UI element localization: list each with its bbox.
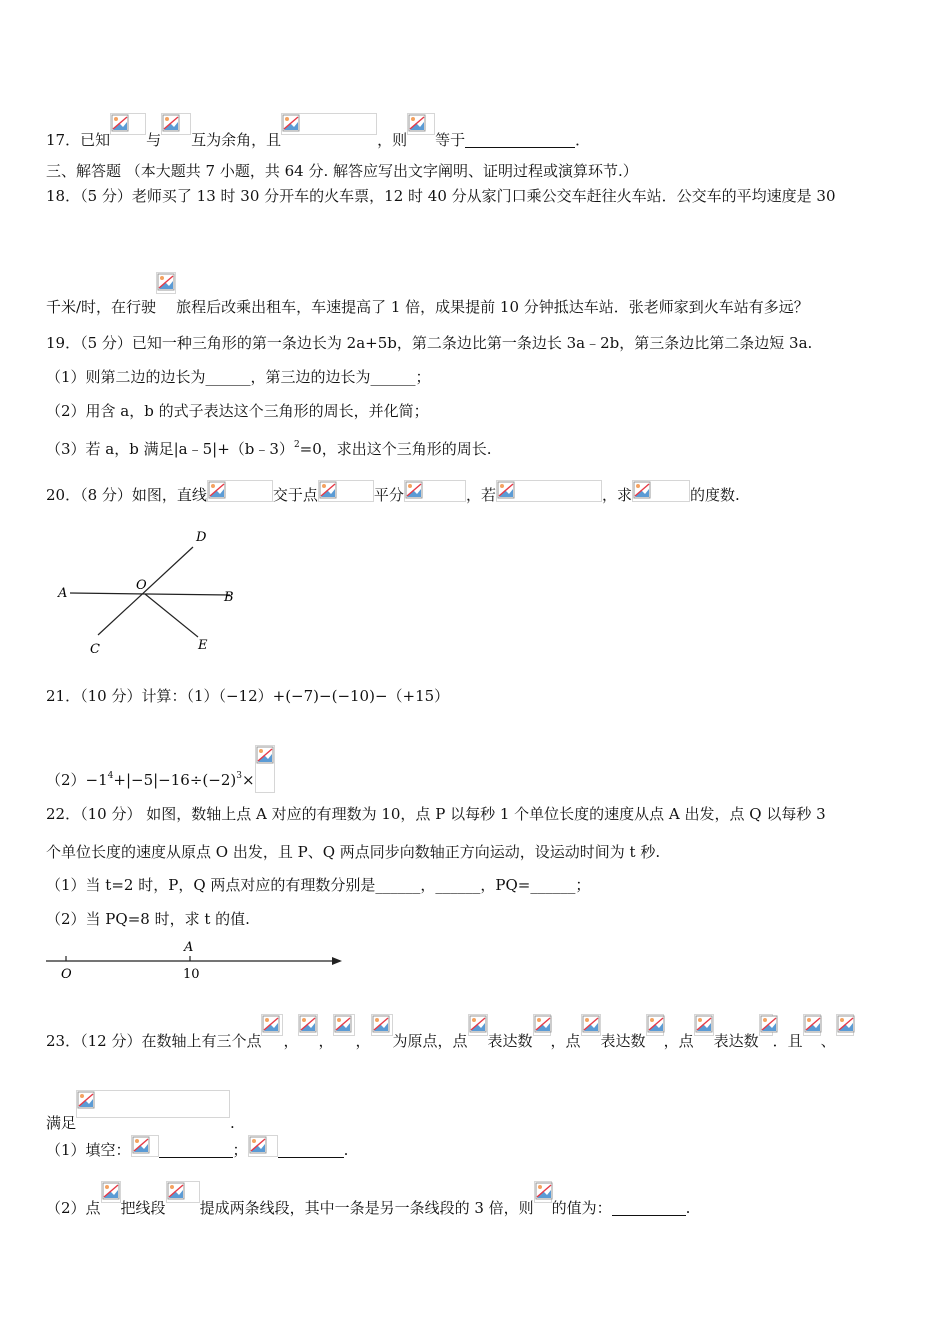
broken-image-icon (404, 480, 466, 502)
q19-part-3-a: （3）若 a，b 满足|a﹣5|+（b﹣3） (46, 440, 294, 458)
picture-glyph-icon (102, 1182, 120, 1200)
comma: ， (283, 1032, 299, 1050)
picture-glyph-icon (647, 1015, 665, 1033)
q23-text-8: 、 (820, 1032, 836, 1050)
answer-blank (159, 1141, 233, 1158)
q17-line (46, 113, 590, 151)
q17-text-5: 等于 (435, 131, 466, 149)
picture-glyph-icon (256, 746, 274, 764)
q23-part-1 (46, 1135, 348, 1161)
q22-part-2: （2）当 PQ=8 时，求 t 的值. (46, 910, 250, 928)
picture-glyph-icon (804, 1015, 822, 1033)
picture-glyph-icon (469, 1015, 487, 1033)
label-b: B (224, 590, 234, 605)
comma: ， (355, 1032, 371, 1050)
q20-text-0: 20．（8 分）如图，直线 (46, 486, 207, 504)
q17-text-2: 与 (146, 131, 162, 149)
picture-glyph-icon (534, 1015, 552, 1033)
period: . (343, 1141, 349, 1159)
picture-glyph-icon (249, 1136, 267, 1154)
semicolon: ； (232, 1141, 248, 1159)
picture-glyph-icon (334, 1015, 352, 1033)
q19-line-1: 19．（5 分）已知一种三角形的第一条边长为 2a+5b，第二条边比第一条边长 3a﹣2b，第三条边比第二条边短 3a. (46, 334, 813, 352)
q23-text-2: 表达数 (487, 1032, 533, 1050)
q20-text-1: 交于点 (272, 486, 318, 504)
q23-text-5: ，点 (663, 1032, 694, 1050)
q23-part-2-b: 把线段 (120, 1199, 166, 1217)
period: . (685, 1199, 691, 1217)
broken-image-icon (581, 1014, 601, 1036)
broken-image-icon (803, 1014, 821, 1036)
picture-glyph-icon (282, 114, 300, 132)
picture-glyph-icon (111, 114, 129, 132)
q19-part-2: （2）用含 a，b 的式子表达这个三角形的周长，并化简； (46, 402, 429, 420)
picture-glyph-icon (760, 1015, 778, 1033)
q20-text-3: ，若 (465, 486, 496, 504)
q21-part-2-a: （2）−1 (46, 771, 108, 789)
q20-figure (50, 525, 250, 660)
broken-image-icon (318, 480, 374, 502)
q18-text-b: 旅程后改乘出租车，车速提高了 1 倍，成果提前 10 分钟抵达车站．张老师家到火车站有多远？ (176, 298, 809, 316)
broken-image-icon (255, 745, 275, 793)
broken-image-icon (759, 1014, 773, 1036)
picture-glyph-icon (157, 273, 175, 291)
q19-part-1: （1）则第二边的边长为______，第三边的边长为______； (46, 368, 431, 386)
answer-blank (465, 131, 575, 148)
q17-text-1: 已知 (80, 131, 111, 149)
broken-image-icon (533, 1014, 551, 1036)
q20-text-2: 平分 (373, 486, 404, 504)
broken-image-icon (632, 480, 690, 502)
picture-glyph-icon (319, 481, 337, 499)
q21-line-1: 21．（10 分）计算：（1）（−12）+(−7)−(−10)−（+15） (46, 687, 450, 705)
picture-glyph-icon (633, 481, 651, 499)
broken-image-icon (298, 1014, 318, 1036)
q18-line-1: 18．（5 分）老师买了 13 时 30 分开车的火车票，12 时 40 分从家门口乘公交车赶往火车站．公交车的平均速度是 30 (46, 187, 836, 205)
label-o: O (61, 967, 72, 982)
q23-text-1: 为原点，点 (392, 1032, 468, 1050)
broken-image-icon (131, 1135, 159, 1157)
picture-glyph-icon (208, 481, 226, 499)
q21-part-2-b: +|−5|−16÷(−2) (113, 771, 237, 789)
broken-image-icon (468, 1014, 488, 1036)
label-e: E (198, 638, 208, 653)
q23-part-2-a: （2）点 (46, 1199, 101, 1217)
label-10: 10 (183, 967, 200, 982)
broken-image-icon (646, 1014, 664, 1036)
q17-end: ． (575, 131, 591, 149)
broken-image-icon (76, 1090, 230, 1118)
answer-blank (278, 1141, 344, 1158)
broken-image-icon (207, 480, 273, 502)
broken-image-icon (534, 1181, 552, 1203)
picture-glyph-icon (582, 1015, 600, 1033)
label-a: A (184, 940, 194, 955)
broken-image-icon (261, 1014, 283, 1036)
broken-image-icon (496, 480, 602, 502)
q23-part-2-d: 的值为： (551, 1199, 612, 1217)
picture-glyph-icon (162, 114, 180, 132)
q18-line-2 (46, 272, 809, 318)
broken-image-icon (110, 113, 146, 135)
comma: ， (318, 1032, 334, 1050)
line-ab (70, 593, 230, 595)
superscript: 4 (107, 771, 114, 781)
q17-number: 17． (46, 131, 81, 149)
label-o: O (136, 578, 147, 593)
q19-part-3-b: =0，求出这个三角形的周长. (299, 440, 492, 458)
q22-line-1: 22．（10 分） 如图，数轴上点 A 对应的有理数为 10，点 P 以每秒 1 个单位长度的速度从点 A 出发，点 Q 以每秒 3 (46, 805, 826, 823)
label-c: C (90, 642, 100, 657)
answer-blank (612, 1199, 686, 1216)
q20-text-5: 的度数. (689, 486, 740, 504)
period: . (230, 1114, 235, 1132)
broken-image-icon (161, 113, 191, 135)
broken-image-icon (333, 1014, 355, 1036)
broken-image-icon (407, 113, 435, 135)
picture-glyph-icon (299, 1015, 317, 1033)
q17-text-4: ，则 (377, 131, 408, 149)
q23-text-6: 表达数 (713, 1032, 759, 1050)
q18-text-a: 千米/时，在行驶 (46, 298, 157, 316)
picture-glyph-icon (262, 1015, 280, 1033)
picture-glyph-icon (695, 1015, 713, 1033)
superscript: 2 (293, 440, 300, 450)
q22-part-1: （1）当 t=2 时，P，Q 两点对应的有理数分别是______，______，PQ=______； (46, 876, 591, 894)
q20-text-4: ，求 (601, 486, 632, 504)
q20-line (46, 480, 740, 506)
q22-number-line (44, 936, 349, 984)
picture-glyph-icon (535, 1182, 553, 1200)
label-d: D (196, 530, 207, 545)
q23-line-1 (46, 1014, 854, 1052)
q23-part-2-c: 提成两条线段，其中一条是另一条线段的 3 倍，则 (199, 1199, 534, 1217)
q23-part-1-a: （1）填空： (46, 1141, 131, 1159)
q23-text-satisfy: 满足 (46, 1114, 77, 1132)
q22-line-2: 个单位长度的速度从原点 O 出发，且 P、Q 两点同步向数轴正方向运动，设运动时间为 t 秒. (46, 843, 661, 861)
q23-part-2 (46, 1181, 690, 1219)
label-a: A (58, 586, 68, 601)
superscript: 3 (236, 771, 242, 781)
q17-text-3: 互为余角，且 (191, 131, 282, 149)
picture-glyph-icon (408, 114, 426, 132)
picture-glyph-icon (132, 1136, 150, 1154)
broken-image-icon (371, 1014, 393, 1036)
q23-text-4: 表达数 (600, 1032, 646, 1050)
broken-image-icon (101, 1181, 121, 1203)
broken-image-icon (156, 272, 176, 294)
broken-image-icon (166, 1181, 200, 1203)
q23-text-7: ．且 (772, 1032, 803, 1050)
picture-glyph-icon (77, 1091, 95, 1109)
axis-arrow-icon (332, 957, 342, 965)
broken-image-icon (281, 113, 377, 135)
broken-image-icon (248, 1135, 278, 1157)
section-3-title: 三、解答题 （本大题共 7 小题，共 64 分. 解答应写出文字阐明、证明过程或演算环节.） (46, 162, 638, 180)
q23-line-2 (46, 1090, 235, 1134)
q19-part-3 (46, 434, 492, 460)
q23-text-3: ，点 (550, 1032, 581, 1050)
picture-glyph-icon (497, 481, 515, 499)
broken-image-icon (694, 1014, 714, 1036)
q21-part-2-c: × (241, 771, 255, 789)
q21-part-2 (46, 745, 275, 793)
picture-glyph-icon (372, 1015, 390, 1033)
broken-image-icon (836, 1014, 854, 1036)
ray-oe (145, 594, 198, 637)
picture-glyph-icon (167, 1182, 185, 1200)
q23-text-0: 23．（12 分）在数轴上有三个点 (46, 1032, 262, 1050)
picture-glyph-icon (405, 481, 423, 499)
picture-glyph-icon (837, 1015, 855, 1033)
